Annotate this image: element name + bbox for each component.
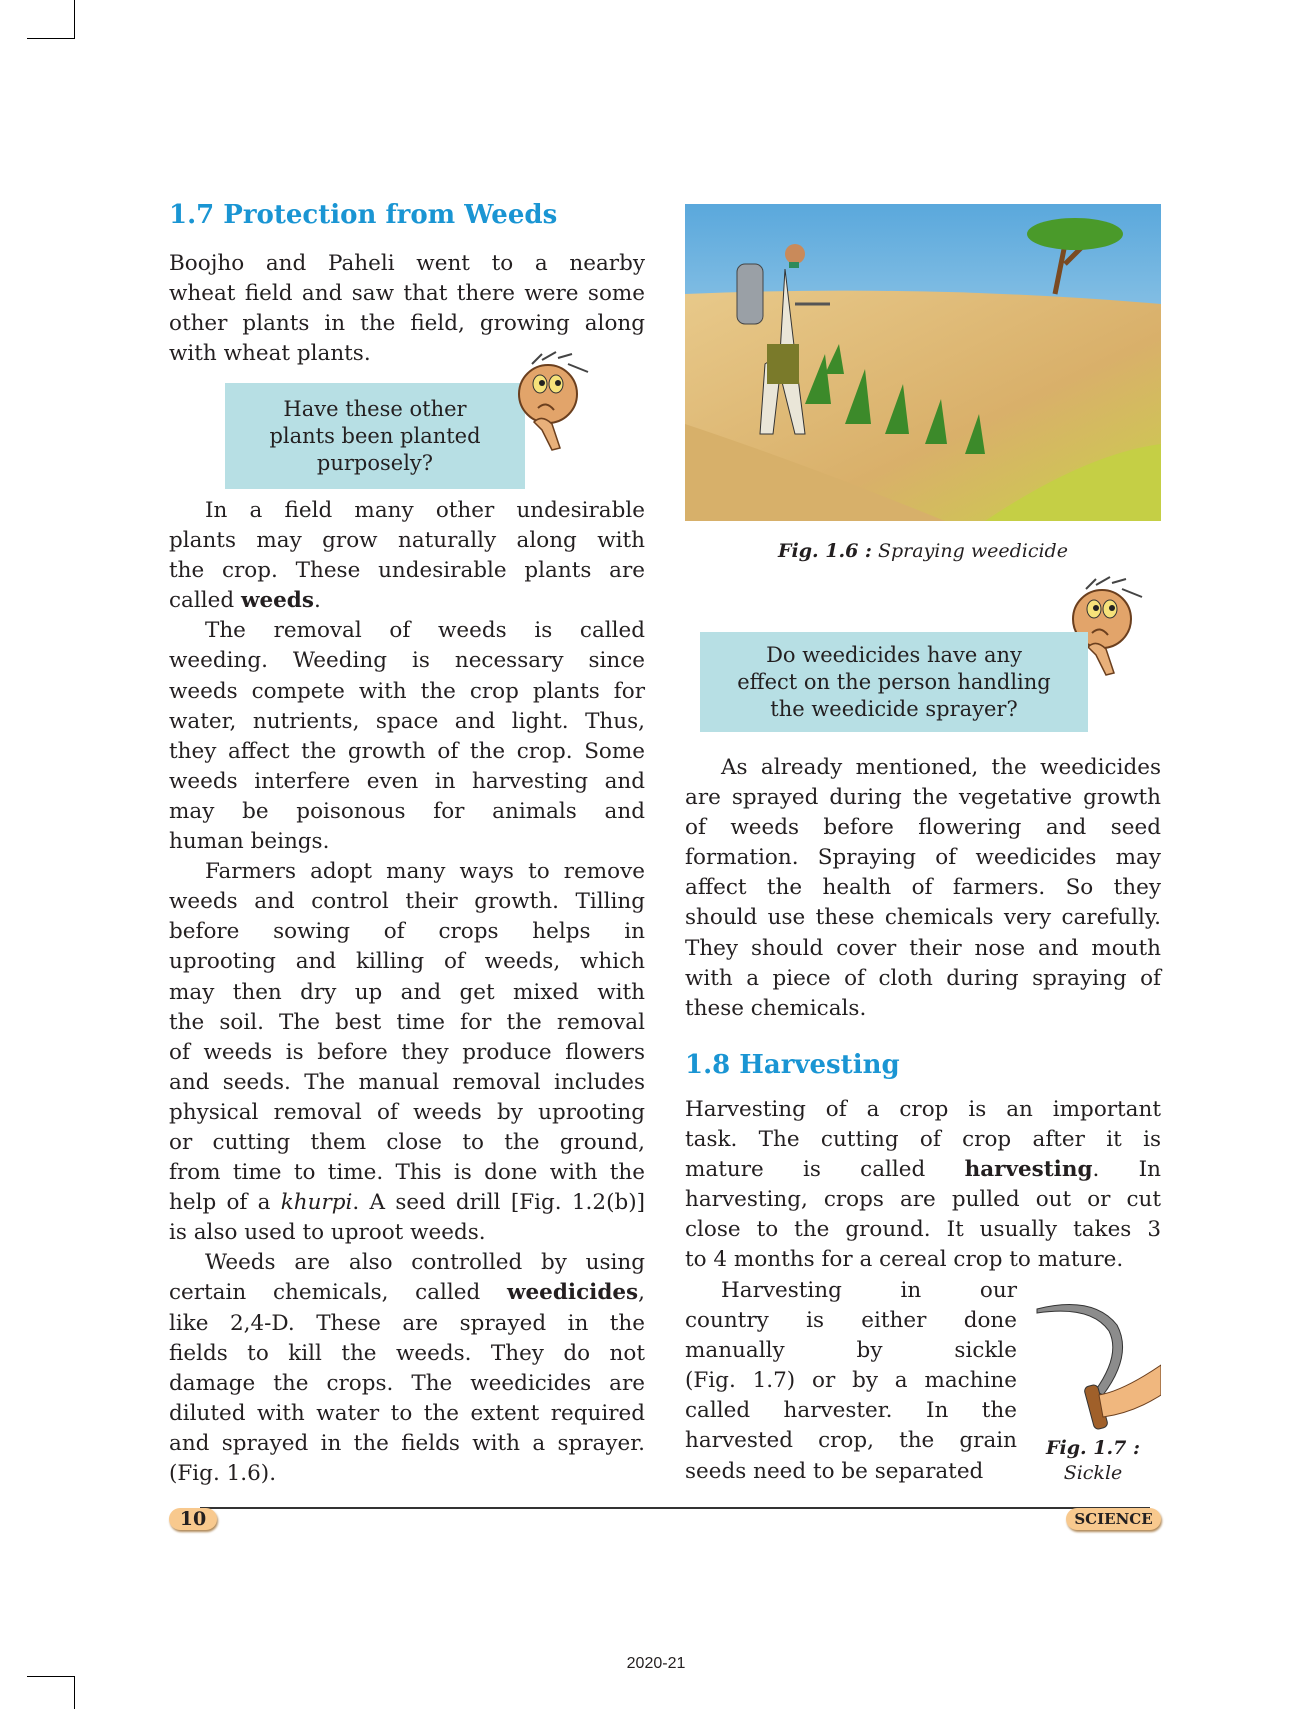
harvesting-paragraph	[685, 1095, 1161, 1276]
text-line: the soil. The best time for the removal	[169, 1009, 645, 1035]
text-line: The removal of weeds is called	[205, 618, 645, 644]
page-number: 10	[169, 1508, 217, 1530]
sickle-illustration	[1033, 1295, 1161, 1433]
bold-term: weedicides	[507, 1280, 639, 1306]
text-line: Farmers adopt many ways to remove	[205, 859, 645, 885]
text-line: Harvesting in our	[721, 1278, 1017, 1303]
text-line: and sprayed in the fields with a sprayer.	[169, 1430, 645, 1456]
text-line: are sprayed during the vegetative growth	[685, 785, 1161, 811]
text-line: of weeds is before they produce flowers	[169, 1039, 645, 1065]
figure-text: Sickle	[1063, 1462, 1123, 1484]
crop-mark	[27, 38, 75, 39]
spraying-weedicide-illustration	[685, 204, 1161, 521]
text-line: weeding. Weeding is necessary since	[169, 648, 645, 674]
text-line: with wheat plants.	[169, 341, 371, 367]
text-line: help of a khurpi. A seed drill [Fig. 1.2(b)]	[169, 1190, 646, 1216]
text-line: manually by sickle	[685, 1338, 1017, 1364]
text-line: these chemicals.	[685, 995, 867, 1021]
text-line: from time to time. This is done with the	[169, 1160, 645, 1186]
text-line: (Fig. 1.6).	[169, 1461, 277, 1486]
text-line: As already mentioned, the weedicides	[721, 755, 1161, 780]
text-line: other plants in the field, growing along	[169, 311, 645, 337]
text-line: weeds and control their growth. Tilling	[169, 889, 645, 915]
text-line: may be poisonous for animals and	[169, 798, 645, 824]
text-line: the crop. These undesirable plants are	[169, 558, 645, 584]
section-heading-weeds: 1.7 Protection from Weeds	[169, 200, 558, 230]
text-line: harvesting, crops are pulled out or cut	[685, 1187, 1161, 1213]
harvesting-paragraph-2	[685, 1276, 1017, 1487]
text-line: country is either done	[685, 1308, 1017, 1334]
text-line: Harvesting of a crop is an important	[685, 1097, 1161, 1122]
text-line: they affect the growth of the crop. Some	[169, 738, 645, 764]
bold-term: weeds	[240, 588, 314, 614]
text-line: formation. Spraying of weedicides may	[685, 845, 1161, 871]
text-line: human beings.	[169, 829, 330, 855]
year-label: 2020-21	[626, 1655, 686, 1672]
text-line: called weeds.	[169, 588, 321, 614]
book-title-badge: SCIENCE	[1066, 1508, 1161, 1530]
text-line: mature is called harvesting. In	[685, 1157, 1161, 1183]
fig-1-7-caption	[1033, 1436, 1153, 1486]
footer-rule	[200, 1507, 1150, 1509]
text-line: weeds compete with the crop plants for	[169, 678, 645, 704]
text-line: of weeds before flowering and seed	[685, 815, 1161, 841]
text-line: plants may grow naturally along with	[169, 528, 645, 554]
text-line: should use these chemicals very carefully.	[685, 905, 1161, 931]
text-line: wheat field and saw that there were some	[169, 281, 645, 307]
text-line: and seeds. The manual removal includes	[169, 1069, 645, 1095]
text-line: weeds interfere even in harvesting and	[169, 768, 645, 794]
text-line: uprooting and killing of weeds, which	[169, 949, 645, 975]
text-line: physical removal of weeds by uprooting	[169, 1099, 645, 1125]
crop-mark	[74, 0, 75, 38]
text-line: like 2,4-D. These are sprayed in the	[169, 1310, 645, 1336]
figure-text: Spraying weedicide	[877, 540, 1068, 562]
text-line: close to the ground. It usually takes 3	[685, 1217, 1161, 1243]
text-line: Boojho and Paheli went to a nearby	[169, 251, 645, 276]
text-line: affect the health of farmers. So they	[685, 875, 1161, 901]
thinking-character-illustration	[512, 350, 592, 456]
text-line: fields to kill the weeds. They do not	[169, 1340, 645, 1366]
text-line: Weeds are also controlled by using	[205, 1250, 645, 1276]
italic-term: khurpi	[280, 1190, 353, 1216]
text-line: They should cover their nose and mouth	[685, 935, 1161, 961]
text-line: or cutting them close to the ground,	[169, 1129, 645, 1155]
text-line: (Fig. 1.7) or by a machine	[685, 1368, 1017, 1394]
text-line: may then dry up and get mixed with	[169, 979, 645, 1005]
section-heading-harvesting: 1.8 Harvesting	[685, 1050, 900, 1080]
bold-term: harvesting	[964, 1157, 1093, 1183]
crop-mark	[74, 1676, 75, 1709]
question-line: the weedicide sprayer?	[770, 696, 1018, 721]
text-line: diluted with water to the extent required	[169, 1400, 645, 1426]
text-line: before sowing of crops helps in	[169, 919, 645, 945]
text-line: to 4 months for a cereal crop to mature.	[685, 1247, 1124, 1273]
question-line: Have these other	[283, 396, 467, 421]
text-line: In a field many other undesirable	[205, 498, 645, 523]
text-line: task. The cutting of crop after it is	[685, 1127, 1161, 1153]
question-line: Do weedicides have any	[766, 642, 1022, 667]
text-line: seeds need to be separated	[685, 1458, 984, 1484]
text-line: certain chemicals, called weedicides,	[169, 1280, 645, 1306]
figure-label: Fig. 1.6 :	[778, 540, 872, 562]
text-line: with a piece of cloth during spraying of	[685, 965, 1161, 991]
crop-mark	[27, 1676, 75, 1677]
text-line: is also used to uproot weeds.	[169, 1220, 486, 1246]
weedicide-paragraph	[685, 753, 1161, 1024]
text-line: water, nutrients, space and light. Thus,	[169, 708, 645, 734]
question-box	[225, 383, 525, 489]
text-line: called harvester. In the	[685, 1398, 1017, 1424]
fig-1-6-caption	[685, 540, 1161, 562]
text-line: harvested crop, the grain	[685, 1428, 1017, 1454]
question-box	[700, 632, 1088, 732]
question-line: effect on the person handling	[737, 669, 1051, 694]
question-line: purposely?	[316, 450, 434, 475]
weeds-body	[169, 496, 645, 1489]
figure-label: Fig. 1.7 :	[1046, 1437, 1140, 1459]
question-line: plants been planted	[269, 423, 481, 448]
text-line: damage the crops. The weedicides are	[169, 1370, 645, 1396]
